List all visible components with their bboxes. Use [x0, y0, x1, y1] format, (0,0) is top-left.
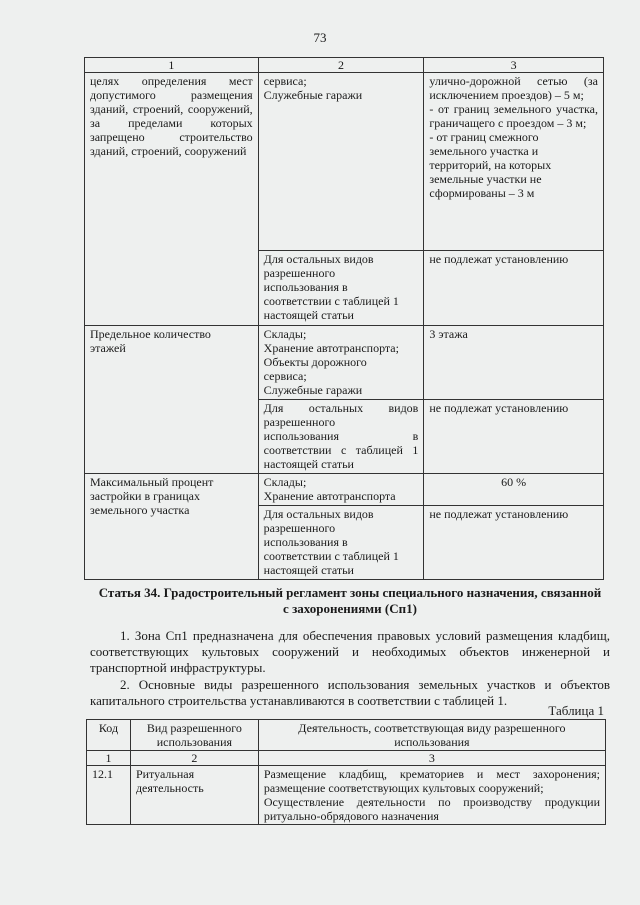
cell-line: Максимальный процент — [90, 475, 214, 489]
article-title-line: с захоронениями (Сп1) — [283, 601, 417, 616]
activity-cell — [258, 766, 605, 825]
permitted-use-table — [86, 719, 606, 825]
cell-line: земельного участка — [90, 503, 190, 517]
cell-line: соответствии с таблицей 1 — [263, 443, 419, 457]
cell-line: настоящей статьи — [263, 457, 354, 471]
regulation-table-continued — [84, 57, 604, 580]
cell-line: соответствии с таблицей 1 — [263, 549, 399, 563]
cell-line: Хранение автотранспорта; — [263, 341, 399, 355]
header-cell: 2 — [258, 58, 424, 73]
cell-line: Склады; — [263, 327, 307, 341]
cell-line: разрешенного — [263, 266, 336, 280]
parameter-cell — [85, 73, 259, 326]
parameter-text: целях определения мест допустимого размещения зданий, строений, сооружений, за пределами которых запрещено строительство зданий, строений, сооружений — [90, 74, 253, 158]
use-type-cell — [258, 474, 424, 506]
table-label: Таблица 1 — [548, 703, 604, 718]
value-cell: 3 этажа — [424, 326, 604, 400]
header-cell-activity: Деятельность, соответствующая виду разрешенного использования — [258, 720, 605, 751]
article-title-line: Статья 34. Градостроительный регламент зоны специального назначения, связанной — [98, 585, 602, 600]
table-row — [85, 73, 604, 251]
use-type-cell — [258, 251, 424, 326]
cell-line: этажей — [90, 341, 126, 355]
column-number: 1 — [87, 751, 131, 766]
header-cell: 1 — [85, 58, 259, 73]
use-type-cell — [258, 326, 424, 400]
cell-line: Осуществление деятельности по производству продукции ритуально-обрядового назначения — [263, 795, 600, 823]
use-type-cell — [258, 73, 424, 251]
cell-line: настоящей статьи — [263, 308, 354, 322]
value-cell: не подлежат установлению — [424, 251, 604, 326]
cell-line: деятельность — [135, 781, 204, 795]
table-header-row — [85, 58, 604, 73]
cell-line: сервиса; — [263, 74, 307, 88]
paragraph-1: 1. Зона Сп1 предназначена для обеспечения правовых условий размещения кладбищ, соответствующих культовых сооружений и необходимых объектов инженерной и транспортной инфраструктуры. — [90, 628, 610, 675]
column-number: 2 — [130, 751, 258, 766]
cell-line: Для остальных видов — [263, 507, 374, 521]
use-type-cell — [258, 400, 424, 474]
cell-line: застройки в границах — [90, 489, 200, 503]
parameter-cell — [85, 326, 259, 474]
code-cell: 12.1 — [87, 766, 131, 825]
cell-line: сервиса; — [263, 369, 307, 383]
cell-line: Для остальных видов — [263, 401, 419, 415]
article-title — [90, 585, 610, 617]
cell-line: Объекты дорожного — [263, 355, 367, 369]
cell-line: Склады; — [263, 475, 307, 489]
cell-line: использования в — [263, 429, 419, 443]
table-header-row — [87, 720, 606, 751]
use-type-cell — [258, 506, 424, 580]
value-cell — [424, 73, 604, 251]
table-row — [87, 766, 606, 825]
column-number-row — [87, 751, 606, 766]
cell-line: Ритуальная — [135, 767, 195, 781]
value-cell: не подлежат установлению — [424, 506, 604, 580]
cell-line: использования в — [263, 280, 348, 294]
header-cell-use-type: Вид разрешенного использования — [130, 720, 258, 751]
cell-line: Хранение автотранспорта — [263, 489, 396, 503]
cell-line: Служебные гаражи — [263, 383, 363, 397]
cell-line: Для остальных видов — [263, 252, 374, 266]
cell-line: разрешенного — [263, 415, 336, 429]
cell-line: Предельное количество — [90, 327, 211, 341]
cell-line: - от границ земельного участка, граничащего с проездом – 3 м; — [429, 102, 598, 130]
cell-line: соответствии с таблицей 1 — [263, 294, 399, 308]
cell-line: использования в — [263, 535, 348, 549]
table-row — [85, 474, 604, 506]
use-type-cell — [130, 766, 258, 825]
cell-line: - от границ смежного земельного участка и территорий, на которых земельные участки не сформированы – 3 м — [429, 130, 552, 200]
value-cell: не подлежат установлению — [424, 400, 604, 474]
page-number: 73 — [313, 30, 327, 45]
value-cell: 60 % — [424, 474, 604, 506]
header-cell: 3 — [424, 58, 604, 73]
cell-line: улично-дорожной сетью (за исключением проездов) – 5 м; — [429, 74, 598, 102]
header-cell-code: Код — [87, 720, 131, 751]
cell-line: настоящей статьи — [263, 563, 354, 577]
column-number: 3 — [258, 751, 605, 766]
cell-line: Размещение кладбищ, крематориев и мест захоронения; размещение соответствующих культовых сооружений; — [263, 767, 600, 795]
paragraph-2: 2. Основные виды разрешенного использования земельных участков и объектов капитального строительства устанавливаются в соответствии с таблицей 1. — [90, 677, 610, 708]
table-row — [85, 326, 604, 400]
parameter-cell — [85, 474, 259, 580]
cell-line: Служебные гаражи — [263, 88, 363, 102]
cell-line: разрешенного — [263, 521, 336, 535]
